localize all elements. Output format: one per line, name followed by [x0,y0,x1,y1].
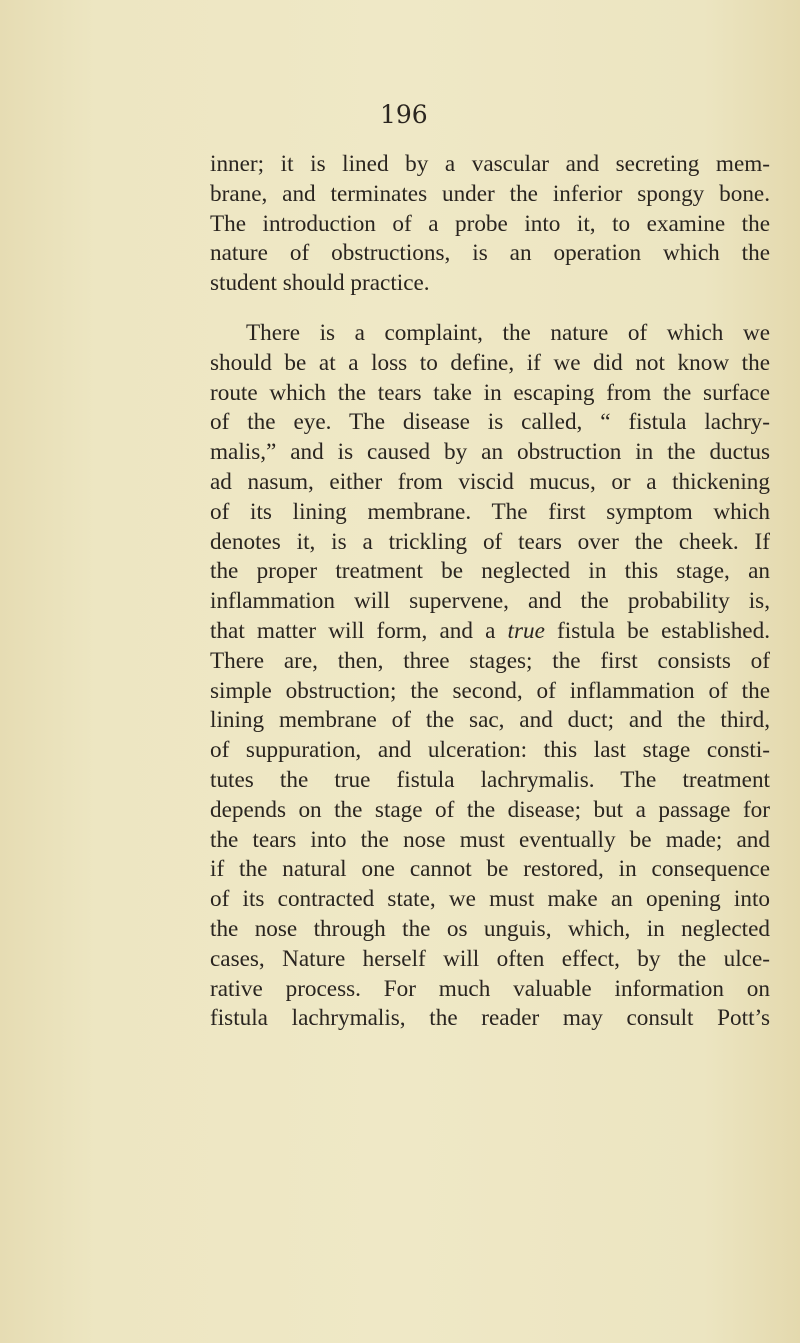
text-line: There are, then, three stages; the first consists of [210,647,770,674]
text-line: malis,” and is caused by an obstruction in the ductus [210,439,770,466]
text-line: brane, and terminates under the inferior spongy bone. [210,180,770,207]
text-line: depends on the stage of the disease; but a passage for [210,796,770,823]
italic-word: true [507,617,545,644]
text-line: There is a complaint, the nature of which we [246,319,770,346]
text-line: the tears into the nose must eventually be made; and [210,826,770,853]
text-line: of the eye. The disease is called, “ fistula lachry- [210,409,770,436]
text-line: lining membrane of the sac, and duct; and the third, [210,707,770,734]
text-line: student should practice. [210,270,430,297]
text-line-with-italic: that matter will form, and a true fistula be established. [210,617,770,644]
text-line: rative process. For much valuable information on [210,975,770,1002]
body-text [210,150,770,1034]
text-line: ad nasum, either from viscid mucus, or a thickening [210,468,770,495]
text-line: denotes it, is a trickling of tears over the cheek. If [210,528,770,555]
text-line: tutes the true fistula lachrymalis. The treatment [210,766,770,793]
text-line: should be at a loss to define, if we did not know the [210,349,770,376]
text-line: inflammation will supervene, and the probability is, [210,588,770,615]
text-line: the nose through the os unguis, which, in neglected [210,915,770,942]
paragraph-gap [210,299,770,319]
text-line: cases, Nature herself will often effect, by the ulce- [210,945,770,972]
text-line: of suppuration, and ulceration: this last stage consti- [210,737,770,764]
text-line: The introduction of a probe into it, to examine the [210,210,770,237]
text-line: inner; it is lined by a vascular and secreting mem- [210,151,770,177]
paragraph-2 [210,319,770,1034]
text-line: of its contracted state, we must make an opening into [210,886,770,913]
text-line: if the natural one cannot be restored, in consequence [210,856,770,883]
text-line: of its lining membrane. The first symptom which [210,498,770,525]
text-line: simple obstruction; the second, of inflammation of the [210,677,770,704]
text-line: nature of obstructions, is an operation which the [210,240,770,267]
page-number: 196 [380,100,428,129]
text-line: fistula lachrymalis, the reader may consult Pott’s [210,1005,770,1032]
text-line: the proper treatment be neglected in this stage, an [210,558,770,585]
text-line: route which the tears take in escaping from the surface [210,379,770,406]
paragraph-1 [210,150,770,299]
